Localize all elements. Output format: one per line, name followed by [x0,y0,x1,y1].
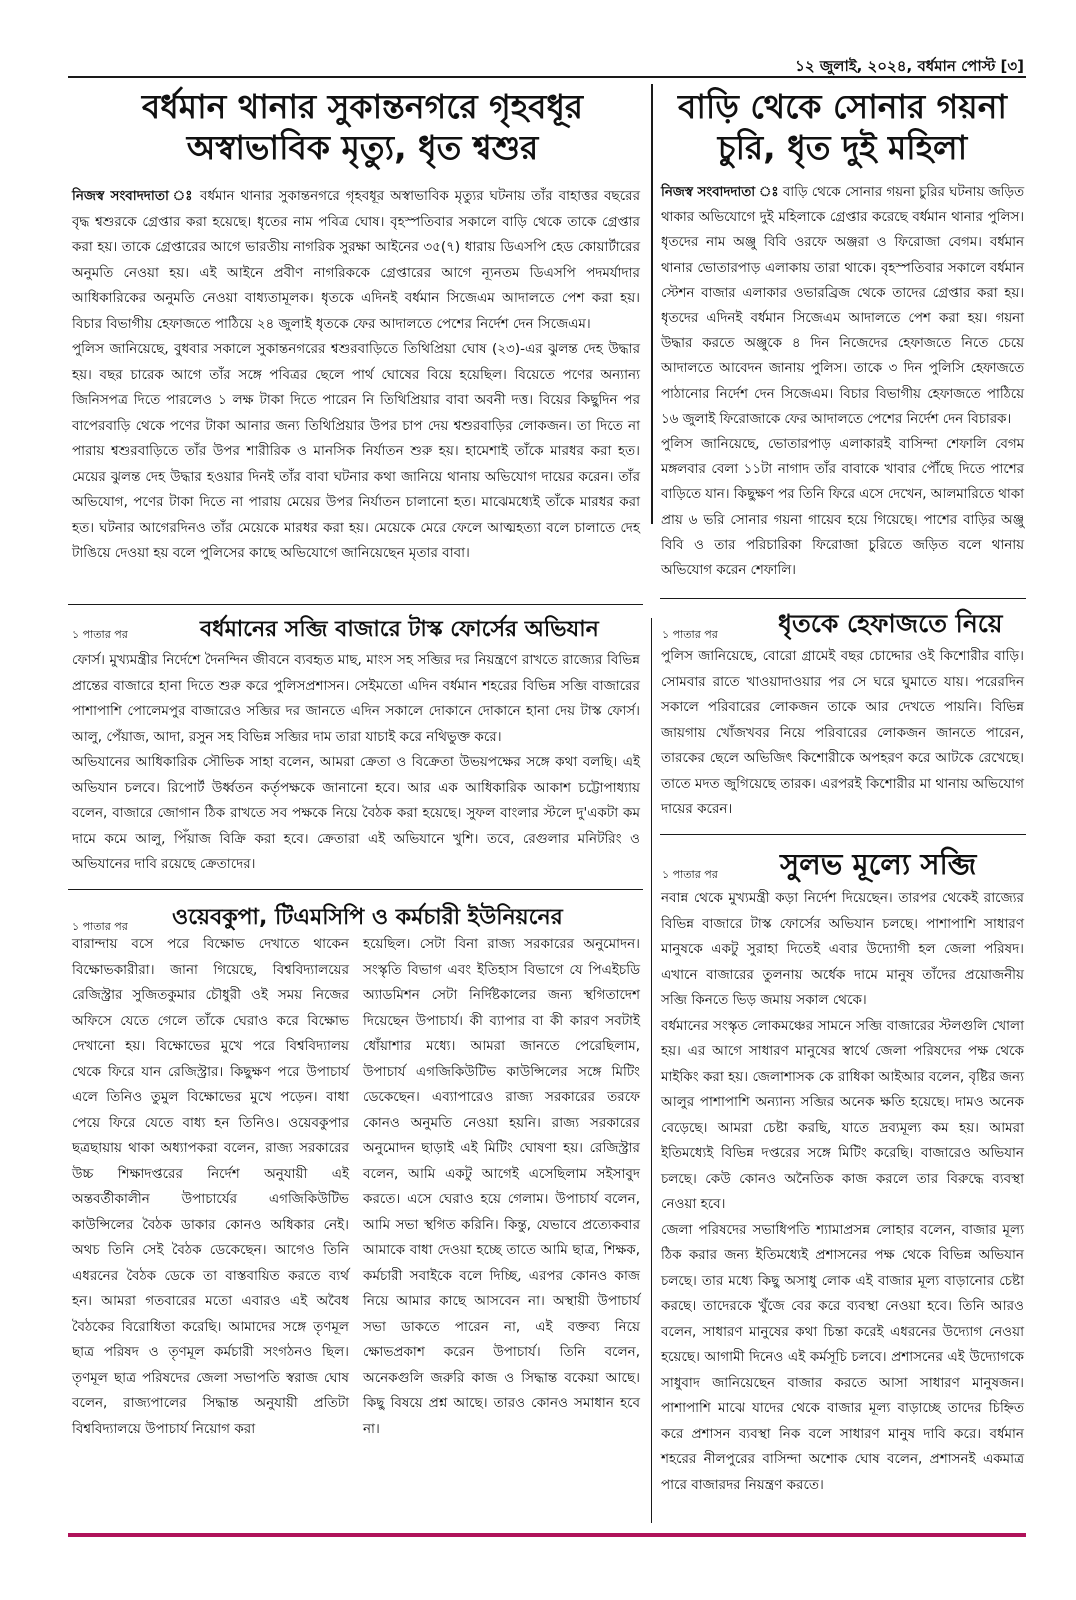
story5-column-1 [72,932,349,1442]
story1-bottom-rule [68,604,643,605]
story3-headline: বর্ধমানের সব্জি বাজারে টাস্ক ফোর্সের অভিযান [200,617,599,642]
story6-paragraph-1: নবান্ন থেকে মুখ্যমন্ত্রী কড়া নির্দেশ দিয়েছেন। তারপর থেকেই রাজ্যের বিভিন্ন বাজারে টাস্ক ফোর্সের অভিযান চলছে। পাশাপাশি সাধারণ মানুষকে একটু সুরাহা দিতেই এবার উদ্যোগী হল জেলা পরিষদ। এখানে বাজারের তুলনায় অর্ধেক দামে মানুষ তাঁদের প্রয়োজনীয় সব্জি কিনতে ভিড় জমায় সকাল থেকে। [661,890,1024,1008]
story2-bottom-rule [660,598,1026,599]
column-divider [651,84,653,524]
column-divider-lower [651,618,652,1523]
story5-column-2 [363,932,640,1442]
story3-continued-label: ১ পাতার পর [72,628,128,641]
story1-paragraph-1: বর্ধমান থানার সুকান্তনগরে গৃহবধূর অস্বাভাবিক মৃত্যুর ঘটনায় তাঁর বাহাত্তর বছরের বৃদ্ধ শ্বশুরকে গ্রেপ্তার করা হয়েছে। ধৃতের নাম পবিত্র ঘোষ। বৃহস্পতিবার সকালে বাড়ি থেকে তাকে গ্রেপ্তার করা হয়। তাকে গ্রেপ্তারের আগে ভারতীয় নাগরিক সুরক্ষা আইনের ৩৫(৭) ধারায় ডিএসপি হেড কোয়ার্টারের অনুমতি নেওয়া হয়। এই আইনে প্রবীণ নাগরিককে গ্রেপ্তারের আগে ন্যূনতম ডিএসপি পদমর্যাদার আধিকারিকের অনুমতি নেওয়া বাধ্যতামূলক। ধৃতকে এদিনই বর্ধমান সিজেএম আদালতে পেশ করা হয়। বিচার বিভাগীয় হেফাজতে পাঠিয়ে ২৪ জুলাই ধৃতকে ফের আদালতে পেশের নির্দেশ দেন সিজেএম। [72,188,641,332]
story5-column-2-text: হয়েছিল। সেটা বিনা রাজ্য সরকারের অনুমোদন। সংস্কৃতি বিভাগ এবং ইতিহাস বিভাগে যে পিএইচডি অ্যাডমিশন সেটা নির্দিষ্টকালের জন্য স্থগিতাদেশ দিয়েছেন উপাচার্য। কী ব্যাপার বা কী কারণ সবটাই ধোঁয়াশার মধ্যে। আমরা জানতে পেরেছিলাম, উপাচার্য এগজিকিউটিভ কাউন্সিলের সঙ্গে মিটিং ডেকেছেন। এব্যাপারেও রাজ্য সরকারের তরফে কোনও অনুমতি নেওয়া হয়নি। রাজ্য সরকারের অনুমোদন ছাড়াই এই মিটিং ঘোষণা হয়। রেজিস্ট্রার বলেন, আমি একটু আগেই এসেছিলাম সইসাবুদ করতে। এসে ঘেরাও হয়ে গেলাম। উপাচার্য বলেন, আমি সভা স্থগিত করিনি। কিন্তু, যেভাবে প্রত্যেকবার আমাকে বাধা দেওয়া হচ্ছে তাতে আমি ছাত্র, শিক্ষক, কর্মচারী সবাইকে বলে দিচ্ছি, এরপর কোনও কাজ নিয়ে আমার কাছে আসবেন না। অস্থায়ী উপাচার্য সভা ডাকতে পারেন না, এই বক্তব্য নিয়ে ক্ষোভপ্রকাশ করেন উপাচার্য। তিনি বলেন, অনেকগুলি জরুরি কাজ ও সিদ্ধান্ত বকেয়া আছে। কিছু বিষয়ে প্রশ্ন আছে। তারও কোনও সমাধান হবে না। [363,936,640,1437]
story4-paragraph-1: পুলিস জানিয়েছে, বোরো গ্রামেই বছর চোদ্দোর ওই কিশোরীর বাড়ি। সোমবার রাতে খাওয়াদাওয়ার পর সে ঘরে ঘুমাতে যায়। পরেরদিন সকালে পরিবারের লোকজন তাকে আর দেখতে পায়নি। বিভিন্ন জায়গায় খোঁজখবর নিয়ে পরিবারের লোকজন জানতে পারেন, তারকের ছেলে অভিজিৎ কিশোরীকে অপহরণ করে আটকে রেখেছে। তাতে মদত জুগিয়েছে তারক। এরপরই কিশোরীর মা থানায় অভিযোগ দায়ের করেন। [661,648,1024,817]
story3-body [72,648,640,878]
story4-headline: ধৃতকে হেফাজতে নিয়ে [778,609,1003,638]
story6-headline: সুলভ মূল্যে সব্জি [780,847,977,881]
story6-paragraph-2: বর্ধমানের সংস্কৃত লোকমঞ্চের সামনে সব্জি বাজারের স্টলগুলি খোলা হয়। এর আগে সাধারণ মানুষের স্বার্থে জেলা পরিষদের পক্ষ থেকে মাইকিং করা হয়। জেলাশাসক কে রাধিকা আইআর বলেন, বৃষ্টির জন্য আলুর পাশাপাশি অন্যান্য সব্জির অনেক ক্ষতি হয়েছে। দামও অনেক বেড়েছে। আমরা চেষ্টা করছি, যাতে দ্রব্যমূল্য কম হয়। আমরা ইতিমধ্যেই বিভিন্ন দপ্তরের সঙ্গে মিটিং করেছি। বাজারেও অভিযান চলছে। কেউ কোনও অনৈতিক কাজ করলে তার বিরুদ্ধে ব্যবস্থা নেওয়া হবে। [661,1017,1024,1212]
story4-continued-label: ১ পাতার পর [662,628,718,641]
story6-body [661,886,1024,1498]
page-header: ১২ জুলাই, ২০২৪, বর্ধমান পোস্ট [৩] [795,57,1024,75]
story1-body [72,184,640,567]
story1-headline: বর্ধমান থানার সুকান্তনগরে গৃহবধূর অস্বাভাবিক মৃত্যু, ধৃত শ্বশুর [141,87,584,168]
story1-paragraph-2: পুলিস জানিয়েছে, বুধবার সকালে সুকান্তনগরের শ্বশুরবাড়িতে তিথিপ্রিয়া ঘোষ (২৩)-এর ঝুলন্ত দেহ উদ্ধার হয়। বছর চারেক আগে তাঁর সঙ্গে পবিত্রর ছেলে পার্থ ঘোষের বিয়ে হয়েছিল। বিয়েতে পণের অন্যান্য জিনিসপত্র দিতে পারলেও ১ লক্ষ টাকা দিতে পারেন নি তিথিপ্রিয়ার বাবা অবনী দত্ত। বিয়ের কিছুদিন পর বাপেরবাড়ি থেকে পণের টাকা আনার জন্য তিথিপ্রিয়ার উপর চাপ দেয় শ্বশুরবাড়ির লোকজন। তা দিতে না পারায় শ্বশুরবাড়িতে তাঁর উপর শারীরিক ও মানসিক নির্যাতন শুরু হয়। হামেশাই তাঁকে মারধর করা হত। মেয়ের ঝুলন্ত দেহ উদ্ধার হওয়ার দিনই তাঁর বাবা ঘটনার কথা জানিয়ে থানায় অভিযোগ দায়ের করেন। তাঁর অভিযোগ, পণের টাকা দিতে না পারায় মেয়ের উপর নির্যাতন চালানো হত। মাঝেমধ্যেই তাঁকে মারধর করা হত। ঘটনার আগেরদিনও তাঁর মেয়েকে মারধর করা হয়। মেয়েকে মেরে ফেলে আত্মহত্যা বলে চালাতে দেহ টাঙিয়ে দেওয়া হয় বলে পুলিসের কাছে অভিযোগে জানিয়েছেন মৃতার বাবা। [72,341,640,561]
story3-paragraph-1: ফোর্স। মুখ্যমন্ত্রীর নির্দেশে দৈনন্দিন জীবনে ব্যবহৃত মাছ, মাংস সহ সব্জির দর নিয়ন্ত্রণে রাখতে রাজ্যের বিভিন্ন প্রান্তের বাজারে হানা দিতে শুরু করে পুলিসপ্রশাসন। সেইমতো এদিন বর্ধমান শহরের বিভিন্ন সব্জি বাজারের পাশাপাশি পোলেমপুর বাজারেও সব্জির দর জানতে এদিন সকালে দোকানে দোকানে হানা দেয় টাস্ক ফোর্স। আলু, পেঁয়াজ, আদা, রসুন সহ বিভিন্ন সব্জির দাম তারা যাচাই করে নথিভুক্ত করে। [72,652,640,745]
header-rule [68,76,1026,78]
story1-byline: নিজস্ব সংবাদদাতা ঃ [72,188,195,204]
story2-paragraph-2: পুলিস জানিয়েছে, ভোতারপাড় এলাকারই বাসিন্দা শেফালি বেগম মঙ্গলবার বেলা ১১টা নাগাদ তাঁর বাবাকে খাবার পৌঁছে দিতে পাশের বাড়িতে যান। কিছুক্ষণ পর তিনি ফিরে এসে দেখেন, আলমারিতে থাকা প্রায় ৬ ভরি সোনার গয়না গায়েব হয়ে গিয়েছে। পাশের বাড়ির অঞ্জু বিবি ও তার পরিচারিকা ফিরোজা চুরিতে জড়িত বলে থানায় অভিযোগ করেন শেফালি। [661,437,1024,579]
story4-body [661,644,1024,823]
story6-continued-label: ১ পাতার পর [662,868,718,881]
story6-paragraph-3: জেলা পরিষদের সভাধিপতি শ্যামাপ্রসন্ন লোহার বলেন, বাজার মূল্য ঠিক করার জন্য ইতিমধ্যেই প্রশাসনের পক্ষ থেকে বিভিন্ন অভিযান চলছে। তার মধ্যে কিছু অসাধু লোক এই বাজার মূল্য বাড়ানোর চেষ্টা করছে। তাদেরকে খুঁজে বের করে ব্যবস্থা নেওয়া হবে। তিনি আরও বলেন, সাধারণ মানুষের কথা চিন্তা করেই এধরনের উদ্যোগ নেওয়া হয়েছে। আগামী দিনেও এই কর্মসূচি চলবে। প্রশাসনের এই উদ্যোগকে সাধুবাদ জানিয়েছেন বাজার করতে আসা সাধারণ মানুষজন। পাশাপাশি মাঝে যাদের থেকে বাজার মূল্য বাড়াচ্ছে তাদের চিহ্নিত করে প্রশাসন ব্যবস্থা নিক বলে সাধারণ মানুষ দাবি করে। বর্ধমান শহরের নীলপুরের বাসিন্দা অশোক ঘোষ বলেন, প্রশাসনই একমাত্র পারে বাজারদর নিয়ন্ত্রণ করতে। [661,1221,1024,1493]
footer-accent-bar [68,1533,1026,1537]
story3-bottom-rule [68,889,643,890]
story4-bottom-rule [660,834,1026,835]
story5-continued-label: ১ পাতার পর [72,920,128,933]
story2-byline: নিজস্ব সংবাদদাতা ঃ [661,185,779,200]
story3-paragraph-2: অভিযানের আধিকারিক সৌভিক সাহা বলেন, আমরা ক্রেতা ও বিক্রেতা উভয়পক্ষের সঙ্গে কথা বলছি। এই অভিযান চলবে। রিপোর্ট উর্ধ্বতন কর্তৃপক্ষকে জানানো হবে। আর এক আধিকারিক আকাশ চট্টোপাধ্যায় বলেন, বাজারে জোগান ঠিক রাখতে সব পক্ষকে নিয়ে বৈঠক করা হয়েছে। সুফল বাংলার স্টলে দু'একটা কম দামে কমে আলু, পিঁয়াজ বিক্রি করা হবে। ক্রেতারা এই অভিযানে খুশি। তবে, রেগুলার মনিটরিং ও অভিযানের দাবি রয়েছে ক্রেতাদের। [72,754,640,872]
story5-column-1-text: বারান্দায় বসে পরে বিক্ষোভ দেখাতে থাকেন বিক্ষোভকারীরা। জানা গিয়েছে, বিশ্ববিদ্যালয়ের রেজিস্ট্রার সুজিতকুমার চৌধুরী ওই সময় নিজের অফিসে যেতে গেলে তাঁকে ঘেরাও করে বিক্ষোভ দেখানো হয়। বিক্ষোভের মুখে পরে বিশ্ববিদ্যালয় থেকে ফিরে যান রেজিস্ট্রার। কিছুক্ষণ পরে উপাচার্য এলে তিনিও তুমুল বিক্ষোভের মুখে পড়েন। বাধা পেয়ে ফিরে যেতে বাধ্য হন তিনিও। ওয়েবকুপার ছত্রছায়ায় থাকা অধ্যাপকরা বলেন, রাজ্য সরকারের উচ্চ শিক্ষাদপ্তরের নির্দেশ অনুযায়ী এই অন্তবর্তীকালীন উপাচার্যের এগজিকিউটিভ কাউন্সিলের বৈঠক ডাকার কোনও অধিকার নেই। অথচ তিনি সেই বৈঠক ডেকেছেন। আগেও তিনি এধরনের বৈঠক ডেকে তা বাস্তবায়িত করতে ব্যর্থ হন। আমরা গতবারের মতো এবারও এই অবৈধ বৈঠকের বিরোধিতা করেছি। আমাদের সঙ্গে তৃণমূল ছাত্র পরিষদ ও তৃণমূল কর্মচারী সংগঠনও ছিল। তৃণমূল ছাত্র পরিষদের জেলা সভাপতি স্বরাজ ঘোষ বলেন, রাজ্যপালের সিদ্ধান্ত অনুযায়ী প্রতিটা বিশ্ববিদ্যালয়ে উপাচার্য নিয়োগ করা [72,936,349,1437]
story5-headline: ওয়েবকুপা, টিএমসিপি ও কর্মচারী ইউনিয়নের [172,905,563,930]
story2-headline: বাড়ি থেকে সোনার গয়না চুরি, ধৃত দুই মহিলা [677,87,1008,168]
story2-body [661,180,1024,583]
story2-paragraph-1: বাড়ি থেকে সোনার গয়না চুরির ঘটনায় জড়িত থাকার অভিযোগে দুই মহিলাকে গ্রেপ্তার করেছে বর্ধমান থানার পুলিস। ধৃতদের নাম অঞ্জু বিবি ওরফে অঞ্জরা ও ফিরোজা বেগম। বর্ধমান থানার ভোতারপাড় এলাকায় তারা থাকে। বৃহস্পতিবার সকালে বর্ধমান স্টেশন বাজার এলাকার ওভারব্রিজ থেকে তাদের গ্রেপ্তার করা হয়। ধৃতদের এদিনই বর্ধমান সিজেএম আদালতে পেশ করা হয়। গয়না উদ্ধার করতে অঞ্জুকে ৪ দিন নিজেদের হেফাজতে নিতে চেয়ে আদালতে আবেদন জানায় পুলিস। তাকে ৩ দিন পুলিসি হেফাজতে পাঠানোর নির্দেশ দেন সিজেএম। বিচার বিভাগীয় হেফাজতে পাঠিয়ে ১৬ জুলাই ফিরোজাকে ফের আদালতে পেশের নির্দেশ দেন বিচারক। [661,185,1024,427]
